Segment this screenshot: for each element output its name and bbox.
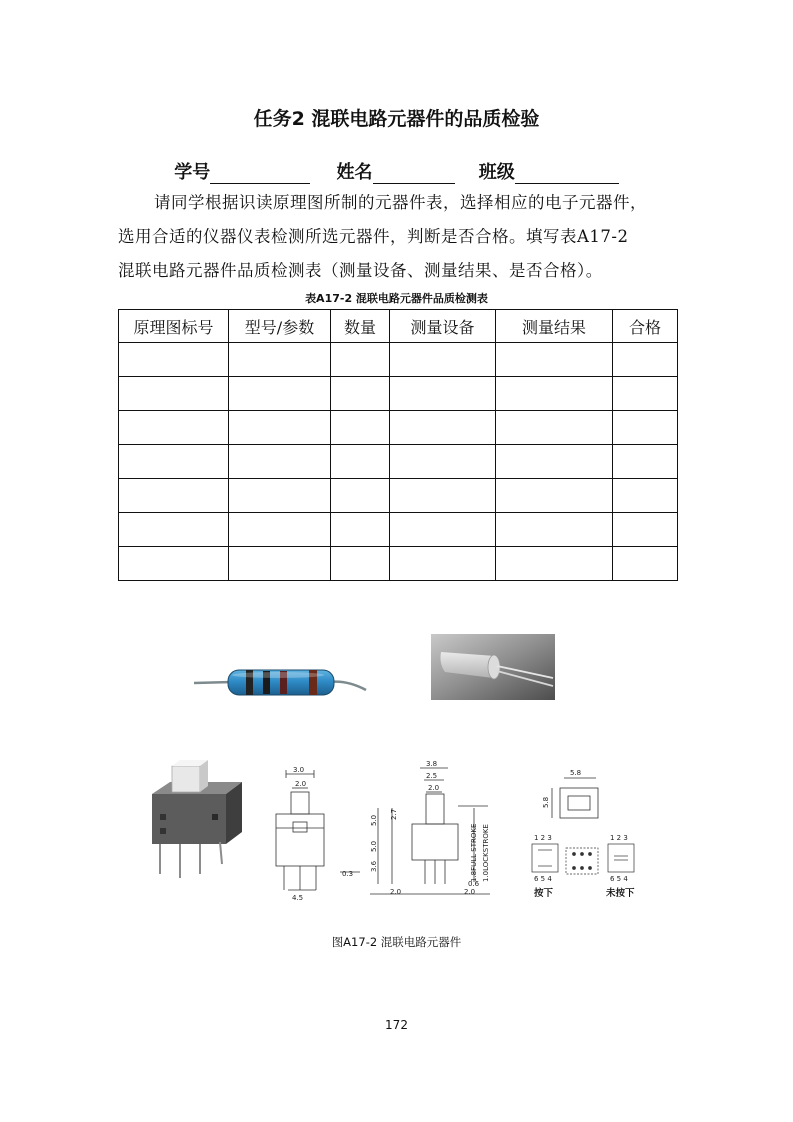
table-cell[interactable] — [496, 411, 613, 445]
pin-diagram-middle — [566, 848, 598, 874]
table-cell[interactable] — [613, 479, 678, 513]
pin-diagram-unpressed — [608, 844, 634, 872]
table-cell[interactable] — [229, 547, 331, 581]
table-cell[interactable] — [119, 479, 229, 513]
table-cell[interactable] — [496, 479, 613, 513]
dim-2-5: 2.5 — [426, 772, 438, 780]
table-cell[interactable] — [229, 411, 331, 445]
table-cell[interactable] — [613, 513, 678, 547]
push-switch-figure — [130, 748, 650, 910]
switch-top-view-drawing — [552, 778, 598, 818]
class-label: 班级 — [478, 162, 515, 183]
switch-front-view-drawing — [276, 770, 324, 890]
table-cell[interactable] — [496, 513, 613, 547]
table-row — [119, 411, 678, 445]
header-cell: 原理图标号 — [119, 310, 229, 343]
name-field — [337, 158, 455, 184]
pins-top-unpressed: 1 2 3 — [610, 834, 628, 842]
table-cell[interactable] — [331, 547, 390, 581]
table-cell[interactable] — [613, 377, 678, 411]
table-cell[interactable] — [119, 513, 229, 547]
class-field — [479, 158, 619, 184]
page-title: 任务2 混联电路元器件的品质检验 — [253, 108, 540, 130]
pressed-label: 按下 — [534, 888, 554, 899]
table-cell[interactable] — [331, 513, 390, 547]
table-cell[interactable] — [496, 445, 613, 479]
dim-3-6: 3.6 — [370, 860, 378, 872]
pins-bottom-unpressed: 6 5 4 — [610, 875, 628, 883]
table-cell[interactable] — [229, 377, 331, 411]
dim-2-7: 2.7 — [390, 808, 398, 820]
header-cell: 测量结果 — [496, 310, 613, 343]
instruction-line-1: 请同学根据识读原理图所制的元器件表，选择相应的电子元器件， — [154, 193, 647, 212]
instruction-line-2: 选用合适的仪器仪表检测所选元器件，判断是否合格。填写表A17-2 — [118, 227, 629, 246]
dim-5-0-b: 5.0 — [370, 840, 378, 852]
table-row — [119, 445, 678, 479]
table-cell[interactable] — [229, 343, 331, 377]
header-cell: 型号/参数 — [229, 310, 331, 343]
dim-4-5: 4.5 — [292, 894, 304, 902]
table-cell[interactable] — [119, 411, 229, 445]
table-header-row — [119, 310, 678, 343]
table-cell[interactable] — [390, 445, 496, 479]
table-cell[interactable] — [331, 343, 390, 377]
table-cell[interactable] — [496, 377, 613, 411]
table-row — [119, 547, 678, 581]
table-cell[interactable] — [390, 377, 496, 411]
student-id-blank[interactable] — [210, 165, 310, 184]
page-number: 172 — [385, 1018, 408, 1032]
header-cell: 测量设备 — [390, 310, 496, 343]
table-cell[interactable] — [390, 411, 496, 445]
table-cell[interactable] — [496, 547, 613, 581]
header-cell: 合格 — [613, 310, 678, 343]
table-cell[interactable] — [613, 343, 678, 377]
resistor-image — [192, 660, 368, 706]
table-cell[interactable] — [229, 479, 331, 513]
table-cell[interactable] — [331, 445, 390, 479]
table-cell[interactable] — [331, 377, 390, 411]
dim-2-0-side: 2.0 — [428, 784, 440, 792]
dim-2-0-bottom-left: 2.0 — [390, 888, 402, 896]
dim-3-0: 3.0 — [293, 766, 305, 774]
dim-3-8: 3.8 — [426, 760, 438, 768]
dim-0-3: 0.3 — [342, 870, 354, 878]
dim-2-0-front: 2.0 — [295, 780, 307, 788]
table-row — [119, 479, 678, 513]
name-label: 姓名 — [336, 162, 373, 183]
pins-top-pressed: 1 2 3 — [534, 834, 552, 842]
table-cell[interactable] — [331, 411, 390, 445]
quality-inspection-table — [118, 309, 678, 581]
table-row — [119, 513, 678, 547]
table-cell[interactable] — [390, 547, 496, 581]
table-cell[interactable] — [229, 513, 331, 547]
table-cell[interactable] — [119, 377, 229, 411]
table-cell[interactable] — [390, 513, 496, 547]
table-row — [119, 343, 678, 377]
lock-stroke-label: 1.0LOCKSTROKE — [482, 824, 490, 882]
table-cell[interactable] — [496, 343, 613, 377]
name-blank[interactable] — [373, 165, 455, 184]
table-cell[interactable] — [390, 479, 496, 513]
table-cell[interactable] — [331, 479, 390, 513]
student-id-label: 学号 — [174, 162, 211, 183]
dim-5-8-width: 5.8 — [570, 769, 582, 777]
full-stroke-label: 1.8FULL STROKE — [470, 823, 478, 882]
header-cell: 数量 — [331, 310, 390, 343]
table-cell[interactable] — [119, 445, 229, 479]
table-cell[interactable] — [390, 343, 496, 377]
figure-caption: 图A17-2 混联电路元器件 — [331, 935, 462, 949]
switch-side-view-drawing — [340, 768, 490, 894]
table-row — [119, 377, 678, 411]
student-info-line — [0, 158, 793, 184]
table-cell[interactable] — [119, 343, 229, 377]
table-caption: 表A17-2 混联电路元器件品质检测表 — [305, 292, 488, 305]
dim-2-0-bottom-right: 2.0 — [464, 888, 476, 896]
unpressed-label: 未按下 — [606, 888, 635, 899]
table-body — [119, 343, 678, 581]
dim-5-0-a: 5.0 — [370, 814, 378, 826]
table-cell[interactable] — [613, 445, 678, 479]
instruction-line-3: 混联电路元器件品质检测表（测量设备、测量结果、是否合格）。 — [118, 261, 603, 280]
student-id-field — [174, 158, 310, 184]
table-cell[interactable] — [119, 547, 229, 581]
dim-0-6: 0.6 — [468, 880, 480, 888]
table-cell[interactable] — [613, 411, 678, 445]
dim-5-8-height: 5.8 — [542, 796, 550, 808]
push-switch-photo — [152, 760, 242, 878]
table-cell[interactable] — [613, 547, 678, 581]
pins-bottom-pressed: 6 5 4 — [534, 875, 552, 883]
led-image — [431, 634, 555, 700]
pin-diagram-pressed — [532, 844, 558, 872]
class-blank[interactable] — [515, 165, 619, 184]
table-cell[interactable] — [229, 445, 331, 479]
